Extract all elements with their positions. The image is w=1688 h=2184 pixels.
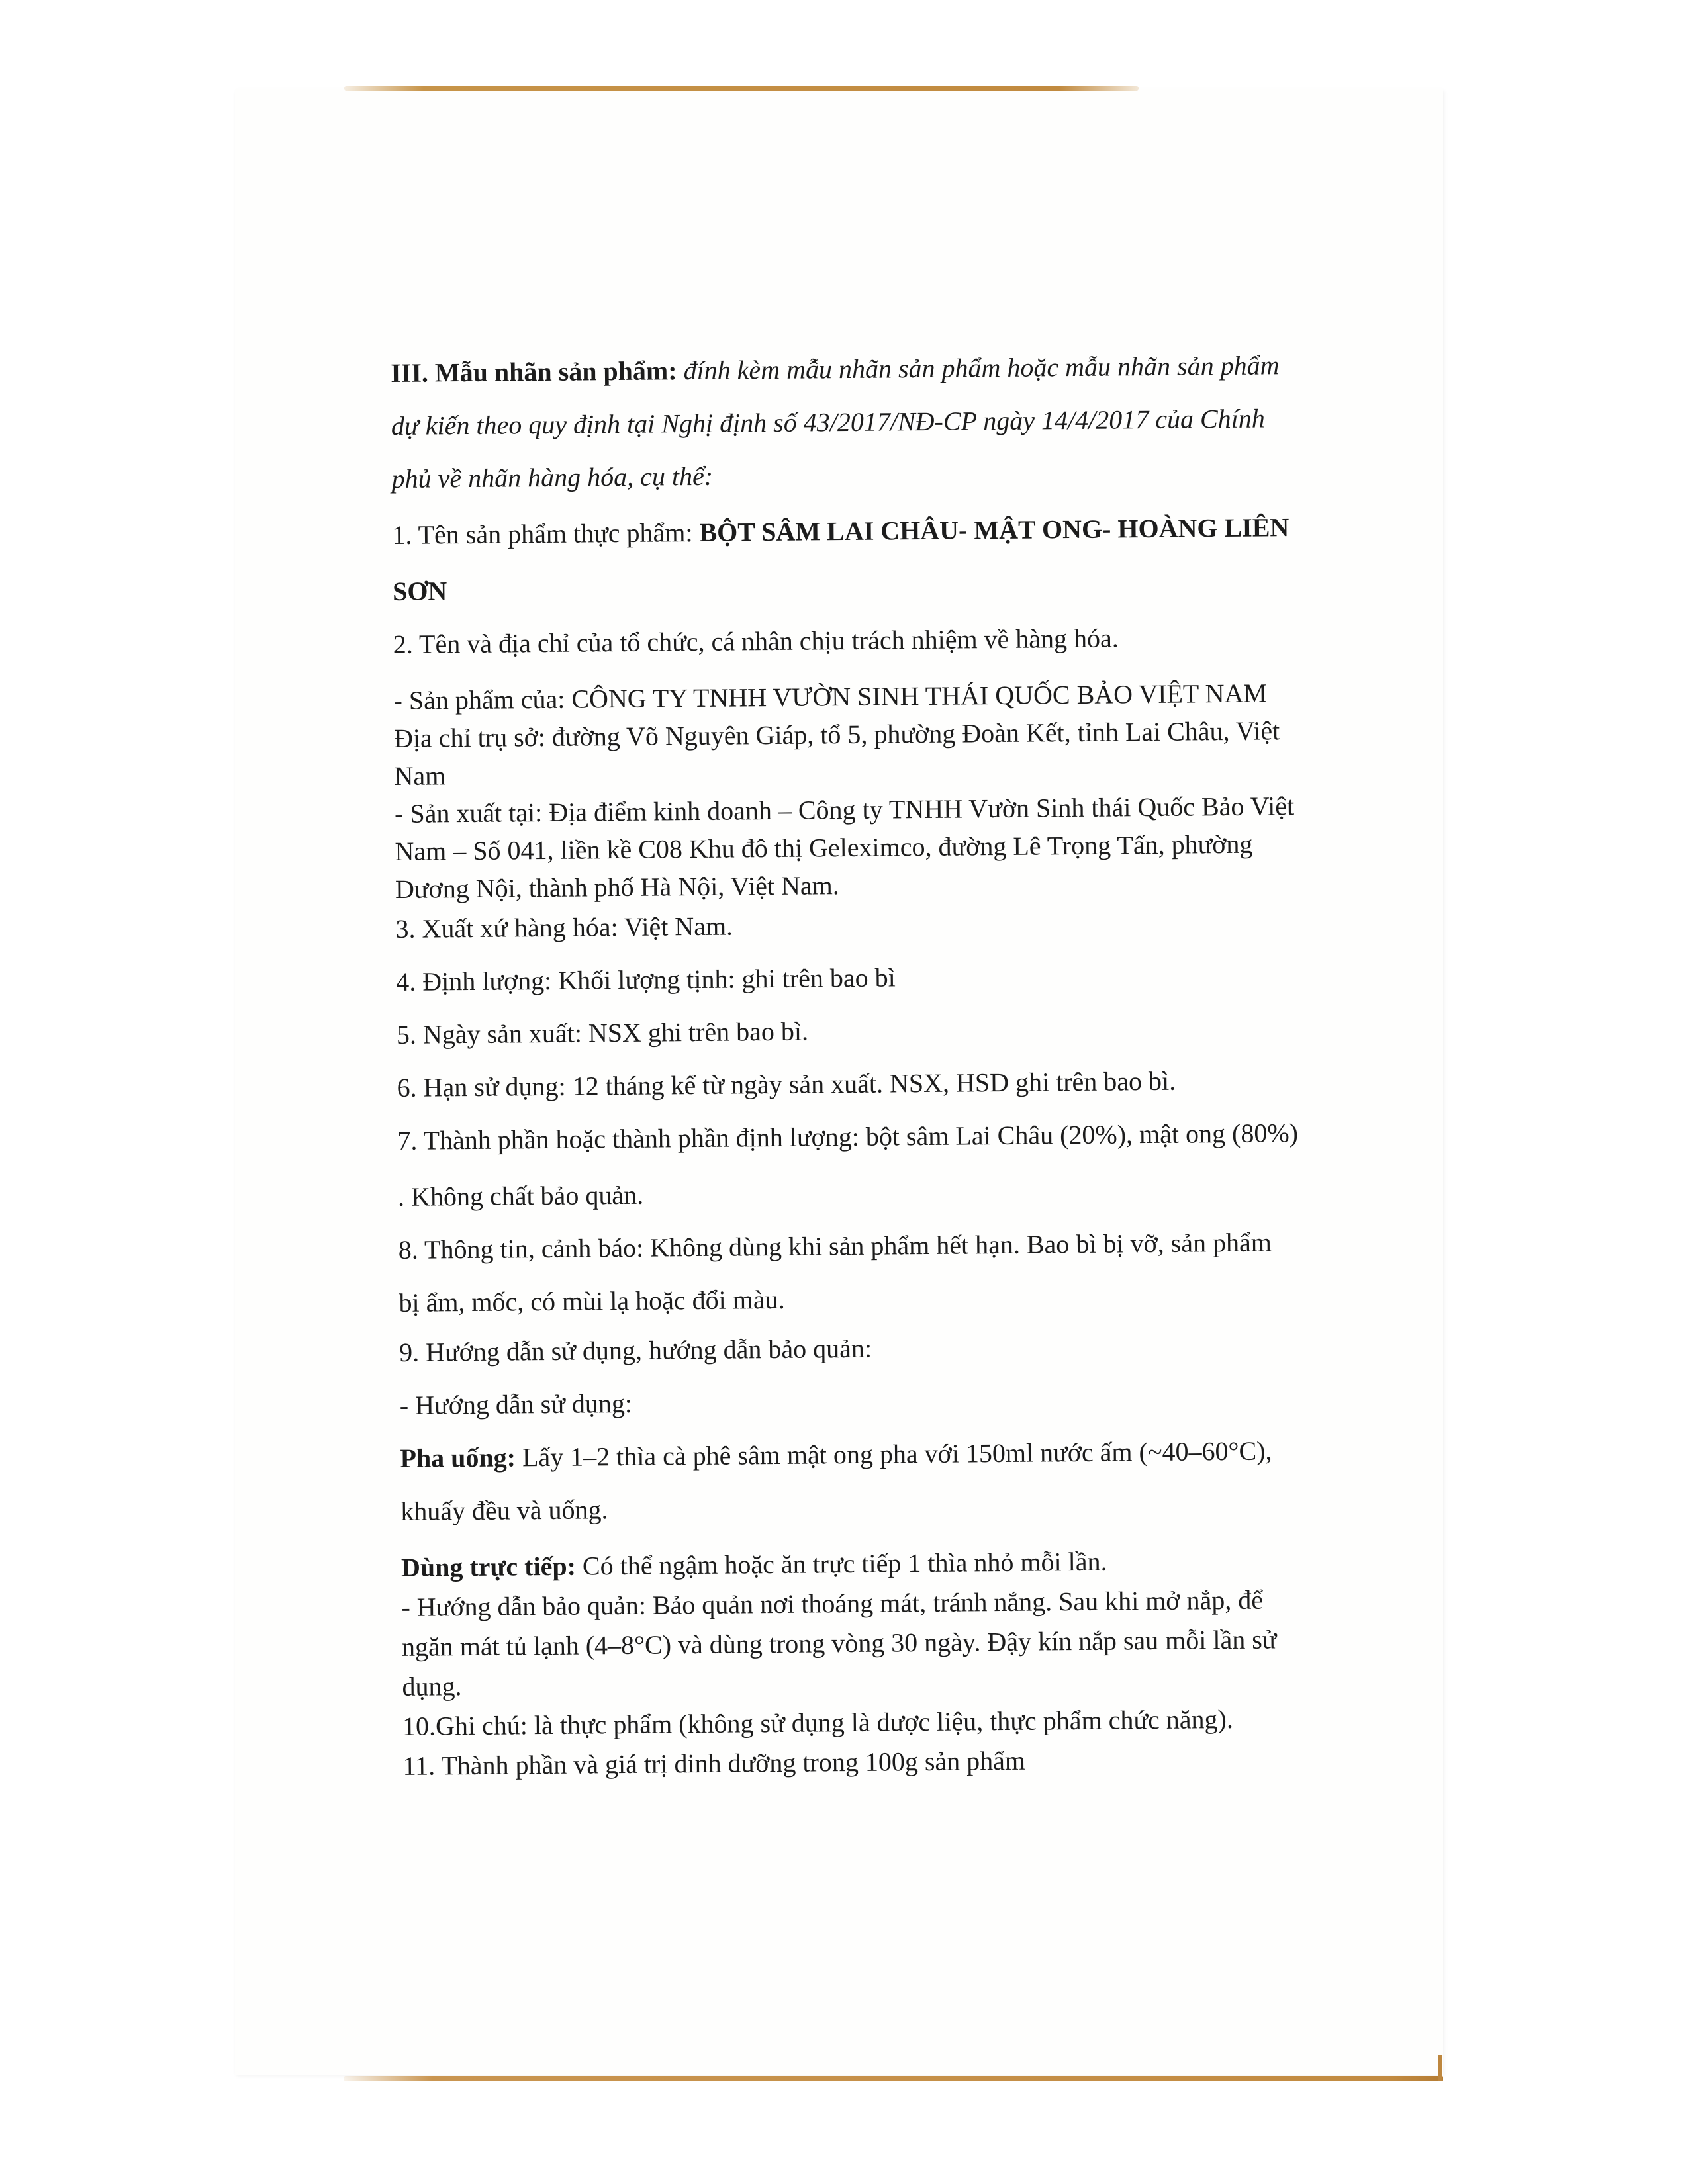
- section-intro-1: đính kèm mẫu nhãn sản phẩm hoặc mẫu nhãn sản phẩm: [677, 350, 1280, 386]
- storage-line-3: dụng.: [402, 1671, 462, 1702]
- section-heading: III. Mẫu nhãn sản phẩm:: [391, 355, 677, 388]
- item-3: 3. Xuất xứ hàng hóa: Việt Nam.: [395, 911, 733, 944]
- direct-text: Có thể ngậm hoặc ăn trực tiếp 1 thìa nhỏ mỗi lần.: [575, 1546, 1107, 1581]
- drink-label: Pha uống:: [400, 1442, 516, 1473]
- item-9-direct-line: [401, 1546, 1107, 1583]
- item-2-made-2: Nam – Số 041, liền kề C08 Khu đô thị Geleximco, đường Lê Trọng Tấn, phường: [395, 829, 1253, 866]
- product-name-cont: SƠN: [392, 576, 447, 606]
- item-5: 5. Ngày sản xuất: NSX ghi trên bao bì.: [396, 1016, 809, 1050]
- item-2-label: 2. Tên và địa chỉ của tổ chức, cá nhân chịu trách nhiệm về hàng hóa.: [393, 623, 1119, 659]
- section-intro-3: phủ về nhãn hàng hóa, cụ thể:: [391, 461, 714, 494]
- item-7-line-2: . Không chất bảo quản.: [397, 1179, 644, 1212]
- item-8-line-1: 8. Thông tin, cảnh báo: Không dùng khi sản phẩm hết hạn. Bao bì bị vỡ, sản phẩm: [398, 1227, 1272, 1265]
- drink-text-1: Lấy 1–2 thìa cà phê sâm mật ong pha với 150ml nước ấm (~40–60°C),: [515, 1435, 1272, 1473]
- direct-label: Dùng trực tiếp:: [400, 1551, 577, 1582]
- item-6: 6. Hạn sử dụng: 12 tháng kể từ ngày sản xuất. NSX, HSD ghi trên bao bì.: [397, 1066, 1176, 1103]
- item-7-line-1: 7. Thành phần hoặc thành phần định lượng: bột sâm Lai Châu (20%), mật ong (80%): [397, 1118, 1299, 1156]
- paper-edge-corner: [1438, 2055, 1442, 2081]
- item-2-owner: - Sản phẩm của: CÔNG TY TNHH VƯỜN SINH THÁI QUỐC BẢO VIỆT NAM: [393, 678, 1268, 715]
- item-2-address-1: Địa chỉ trụ sở: đường Võ Nguyên Giáp, tổ 5, phường Đoàn Kết, tỉnh Lai Châu, Việt: [393, 715, 1280, 753]
- item-2-address-2: Nam: [394, 760, 446, 791]
- item-2-made-3: Dương Nội, thành phố Hà Nội, Việt Nam.: [395, 870, 839, 904]
- item-9-label: 9. Hướng dẫn sử dụng, hướng dẫn bảo quản:: [399, 1333, 872, 1367]
- item-11: 11. Thành phần và giá trị dinh dưỡng trong 100g sản phẩm: [402, 1745, 1026, 1781]
- item-1-label: 1. Tên sản phẩm thực phẩm:: [392, 517, 700, 550]
- drink-text-2: khuấy đều và uống.: [400, 1494, 608, 1526]
- storage-line-2: ngăn mát tủ lạnh (4–8°C) và dùng trong vòng 30 ngày. Đậy kín nắp sau mỗi lần sử: [401, 1624, 1277, 1662]
- item-9-usage-label: - Hướng dẫn sử dụng:: [399, 1388, 633, 1420]
- section-intro-2: dự kiến theo quy định tại Nghị định số 43/2017/NĐ-CP ngày 14/4/2017 của Chính: [391, 403, 1265, 441]
- paper-edge-bottom: [344, 2076, 1443, 2081]
- paper-edge-top: [344, 86, 1139, 91]
- item-4: 4. Định lượng: Khối lượng tịnh: ghi trên bao bì: [396, 962, 896, 997]
- item-2-made-1: - Sản xuất tại: Địa điểm kinh doanh – Công ty TNHH Vườn Sinh thái Quốc Bảo Việt: [394, 791, 1295, 829]
- item-10: 10.Ghi chú: là thực phẩm (không sử dụng là dược liệu, thực phẩm chức năng).: [402, 1704, 1234, 1741]
- storage-line-1: - Hướng dẫn bảo quản: Bảo quản nơi thoáng mát, tránh nắng. Sau khi mở nắp, để: [401, 1584, 1264, 1622]
- product-name: BỘT SÂM LAI CHÂU- MẬT ONG- HOÀNG LIÊN: [699, 512, 1289, 547]
- item-8-line-2: bị ẩm, mốc, có mùi lạ hoặc đổi màu.: [399, 1284, 785, 1318]
